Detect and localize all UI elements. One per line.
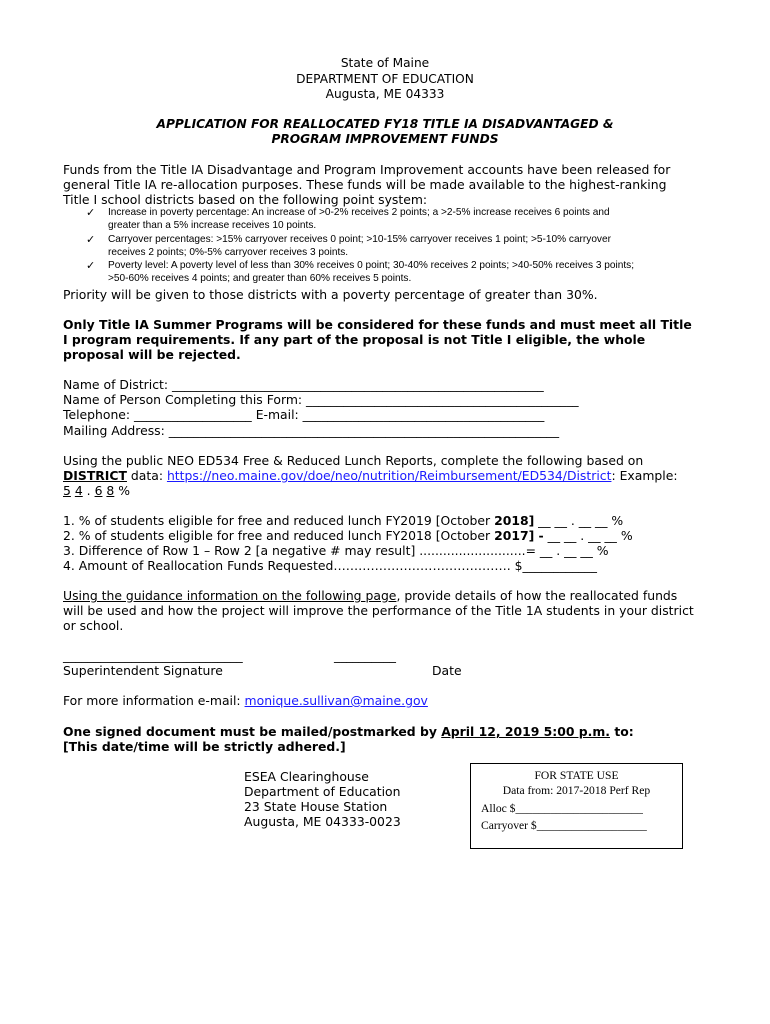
- data-label: data:: [126, 468, 167, 483]
- check-icon: ✓: [86, 259, 96, 272]
- row-2-year: 2017] -: [494, 528, 544, 543]
- bullet-1-line-1: Increase in poverty percentage: An increase of >0-2% receives 2 points; a >2-5% increase receives 6 points and: [108, 207, 610, 218]
- state-use-data-from: Data from: 2017-2018 Perf Rep: [502, 784, 651, 797]
- contact-label: For more information e-mail:: [63, 693, 245, 708]
- example-digit: 8: [106, 483, 115, 498]
- state-use-alloc[interactable]: Alloc $______________________: [481, 802, 643, 815]
- state-use-carryover[interactable]: Carryover $___________________: [481, 819, 647, 832]
- intro-line-3: Title I school districts based on the following point system:: [63, 192, 428, 207]
- row-2-label: 2. % of students eligible for free and reduced lunch FY2018 [October: [63, 528, 495, 543]
- row-4-amount[interactable]: [63, 558, 597, 573]
- deadline-date: April 12, 2019 5:00 p.m.: [441, 724, 610, 739]
- notice-line-2: I program requirements. If any part of the proposal is not Title I eligible, the whole: [63, 332, 646, 347]
- example-digit: 5: [63, 483, 71, 498]
- deadline-pre: One signed document must be mailed/postmarked by: [63, 724, 442, 739]
- deadline-line-1: [63, 724, 634, 739]
- title-line-1: APPLICATION FOR REALLOCATED FY18 TITLE IA DISADVANTAGED &: [156, 117, 614, 131]
- notice-line-1: Only Title IA Summer Programs will be considered for these funds and must meet all Title: [63, 317, 692, 332]
- example-value: [63, 483, 130, 498]
- address-line-3: 23 State House Station: [244, 799, 388, 814]
- bullet-2-line-2: receives 2 points; 0%-5% carryover receives 3 points.: [108, 247, 349, 258]
- neo-instructions-line-1: Using the public NEO ED534 Free & Reduced Lunch Reports, complete the following based on: [63, 453, 644, 468]
- example-label: : Example:: [611, 468, 678, 483]
- contact-email-link[interactable]: monique.sullivan@maine.gov: [244, 693, 428, 708]
- date-line[interactable]: __________: [334, 648, 396, 663]
- deadline-post: to:: [610, 724, 634, 739]
- header-department: DEPARTMENT OF EDUCATION: [296, 72, 474, 86]
- bullet-3-line-2: >50-60% receives 4 points; and greater than 60% receives 5 points.: [108, 273, 412, 284]
- row-3-blank[interactable]: __ . __ __ %: [535, 543, 609, 558]
- signature-label: Superintendent Signature: [63, 663, 223, 678]
- district-name-field[interactable]: Name of District: ____________________________________________________________: [63, 377, 544, 392]
- row-1-fy2019[interactable]: [63, 513, 623, 528]
- row-1-label: 1. % of students eligible for free and reduced lunch FY2019 [October: [63, 513, 495, 528]
- intro-line-1: Funds from the Title IA Disadvantage and Program Improvement accounts have been released for: [63, 162, 671, 177]
- guidance-line-3: or school.: [63, 618, 124, 633]
- title-line-2: PROGRAM IMPROVEMENT FUNDS: [271, 132, 499, 146]
- priority-text: Priority will be given to those districts with a poverty percentage of greater than 30%.: [63, 287, 598, 302]
- neo-instructions-line-2: [63, 468, 678, 483]
- address-line-1: ESEA Clearinghouse: [244, 769, 369, 784]
- example-percent: %: [114, 483, 131, 498]
- header-city: Augusta, ME 04333: [325, 87, 445, 101]
- state-use-heading: FOR STATE USE: [534, 769, 619, 782]
- deadline-line-2: [This date/time will be strictly adhered.]: [63, 739, 346, 754]
- state-use-box: [470, 763, 683, 849]
- row-1-year: 2018]: [494, 513, 535, 528]
- guidance-underlined: Using the guidance information on the following page: [63, 588, 397, 603]
- row-2-blank[interactable]: __ __ . __ __ %: [543, 528, 633, 543]
- header-state: State of Maine: [340, 56, 430, 70]
- guidance-line-1: [63, 588, 677, 603]
- contact-line: [63, 693, 428, 708]
- bullet-1-line-2: greater than a 5% increase receives 10 points.: [108, 220, 317, 231]
- example-digit: 6: [94, 483, 103, 498]
- date-label: Date: [432, 663, 462, 678]
- district-keyword: DISTRICT: [63, 468, 127, 483]
- example-digit: 4: [74, 483, 83, 498]
- address-line-4: Augusta, ME 04333-0023: [244, 814, 401, 829]
- row-2-fy2018[interactable]: [63, 528, 633, 543]
- bullet-3-line-1: Poverty level: A poverty level of less than 30% receives 0 point; 30-40% receives 2 points; >40-50% receives 3 points;: [108, 260, 635, 271]
- person-name-field[interactable]: Name of Person Completing this Form: ____________________________________________: [63, 392, 579, 407]
- row-3-difference[interactable]: [63, 543, 609, 558]
- address-line-2: Department of Education: [244, 784, 401, 799]
- mailing-address-field[interactable]: Mailing Address: _______________________________________________________________: [63, 423, 560, 438]
- signature-line[interactable]: _____________________________: [63, 648, 243, 663]
- bullet-2-line-1: Carryover percentages: >15% carryover receives 0 point; >10-15% carryover receives 1 point; >5-10% carryover: [108, 234, 611, 245]
- guidance-line-2: will be used and how the project will improve the performance of the Title 1A students in your district: [63, 603, 694, 618]
- check-icon: ✓: [86, 206, 96, 219]
- neo-district-link[interactable]: https://neo.maine.gov/doe/neo/nutrition/Reimbursement/ED534/District: [166, 468, 612, 483]
- telephone-email-field[interactable]: Telephone: ___________________ E-mail: _______________________________________: [63, 407, 545, 422]
- notice-line-3: proposal will be rejected.: [63, 347, 241, 362]
- row-1-blank[interactable]: __ __ . __ __ %: [534, 513, 624, 528]
- intro-line-2: general Title IA re-allocation purposes. These funds will be made available to the highest-ranking: [63, 177, 667, 192]
- check-icon: ✓: [86, 233, 96, 246]
- guidance-rest: , provide details of how the reallocated funds: [396, 588, 678, 603]
- example-dot: .: [82, 483, 95, 498]
- row-4-label: 4. Amount of Reallocation Funds Requested……………………………………. $____________: [63, 558, 597, 573]
- row-3-label: 3. Difference of Row 1 – Row 2 [a negative # may result] ...........................=: [63, 543, 536, 558]
